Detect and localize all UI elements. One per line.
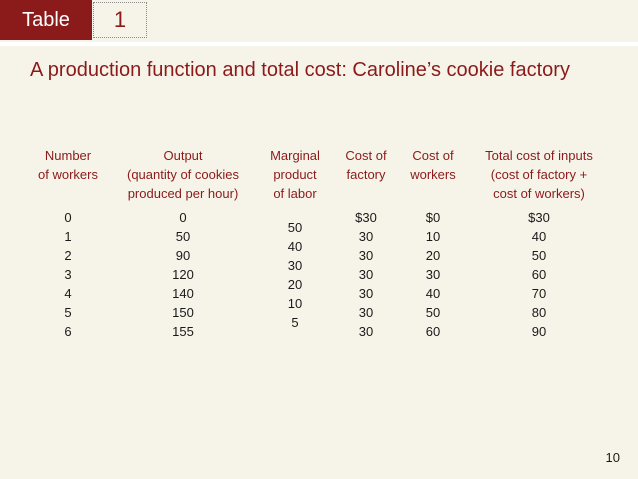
column-marginal-product (258, 218, 332, 332)
cell: 40 (425, 286, 441, 301)
cell: 50 (175, 229, 191, 244)
cell: 30 (425, 267, 441, 282)
cell: 70 (531, 286, 547, 301)
cell: 50 (531, 248, 547, 263)
header-line: Marginal (270, 148, 320, 163)
header-line: of workers (38, 167, 98, 182)
slide-title: A production function and total cost: Caroline’s cookie factory (30, 59, 570, 81)
cell: 80 (531, 305, 547, 320)
header-line: cost of workers) (493, 186, 585, 201)
cell: 140 (172, 286, 194, 301)
column-cost-of-factory (334, 208, 398, 341)
cell: 10 (287, 296, 303, 311)
header-line: Cost of (412, 148, 454, 163)
cell: 30 (358, 248, 374, 263)
cell: 120 (172, 267, 194, 282)
header-line: factory (346, 167, 386, 182)
header-number-of-workers (30, 146, 106, 184)
page-number: 10 (605, 450, 620, 465)
cell: 30 (358, 267, 374, 282)
column-cost-of-workers (401, 208, 465, 341)
cell: 40 (531, 229, 547, 244)
cell: 30 (358, 305, 374, 320)
cell: 90 (175, 248, 191, 263)
header-line: Output (163, 148, 203, 163)
cell: 5 (64, 305, 72, 320)
header-line: Total cost of inputs (485, 148, 593, 163)
table-number: 1 (93, 2, 147, 38)
cell: 30 (358, 286, 374, 301)
cell: 30 (358, 229, 374, 244)
cell: 150 (172, 305, 194, 320)
header-cost-of-workers (401, 146, 465, 184)
cell: $30 (355, 210, 377, 225)
cell: 1 (64, 229, 72, 244)
cell: 4 (64, 286, 72, 301)
cell: 30 (358, 324, 374, 339)
column-number-of-workers (30, 208, 106, 341)
header-line: (quantity of cookies (126, 167, 239, 182)
cell: 40 (287, 239, 303, 254)
cell: $30 (528, 210, 550, 225)
cell: 50 (287, 220, 303, 235)
cell: 90 (531, 324, 547, 339)
header-line: of labor (273, 186, 317, 201)
header-line: Cost of (345, 148, 387, 163)
cell: 30 (287, 258, 303, 273)
cell: 0 (179, 210, 187, 225)
cell: $0 (425, 210, 441, 225)
header-cost-of-factory (334, 146, 398, 184)
cell: 2 (64, 248, 72, 263)
cell: 0 (64, 210, 72, 225)
header-line: workers (410, 167, 456, 182)
cell: 5 (291, 315, 299, 330)
header-divider (0, 42, 638, 46)
cell: 60 (425, 324, 441, 339)
header-line: Number (44, 148, 92, 163)
header-total-cost-of-inputs (468, 146, 610, 203)
header-marginal-product (258, 146, 332, 203)
cell: 20 (287, 277, 303, 292)
header-line: produced per hour) (127, 186, 239, 201)
cell: 10 (425, 229, 441, 244)
cell: 20 (425, 248, 441, 263)
cell: 60 (531, 267, 547, 282)
cell: 155 (172, 324, 194, 339)
cell: 6 (64, 324, 72, 339)
cell: 3 (64, 267, 72, 282)
header-output (112, 146, 254, 203)
table-label: Table (0, 0, 92, 40)
header-line: (cost of factory + (490, 167, 588, 182)
column-output (112, 208, 254, 341)
column-total-cost-of-inputs (468, 208, 610, 341)
header-line: product (273, 167, 317, 182)
cell: 50 (425, 305, 441, 320)
